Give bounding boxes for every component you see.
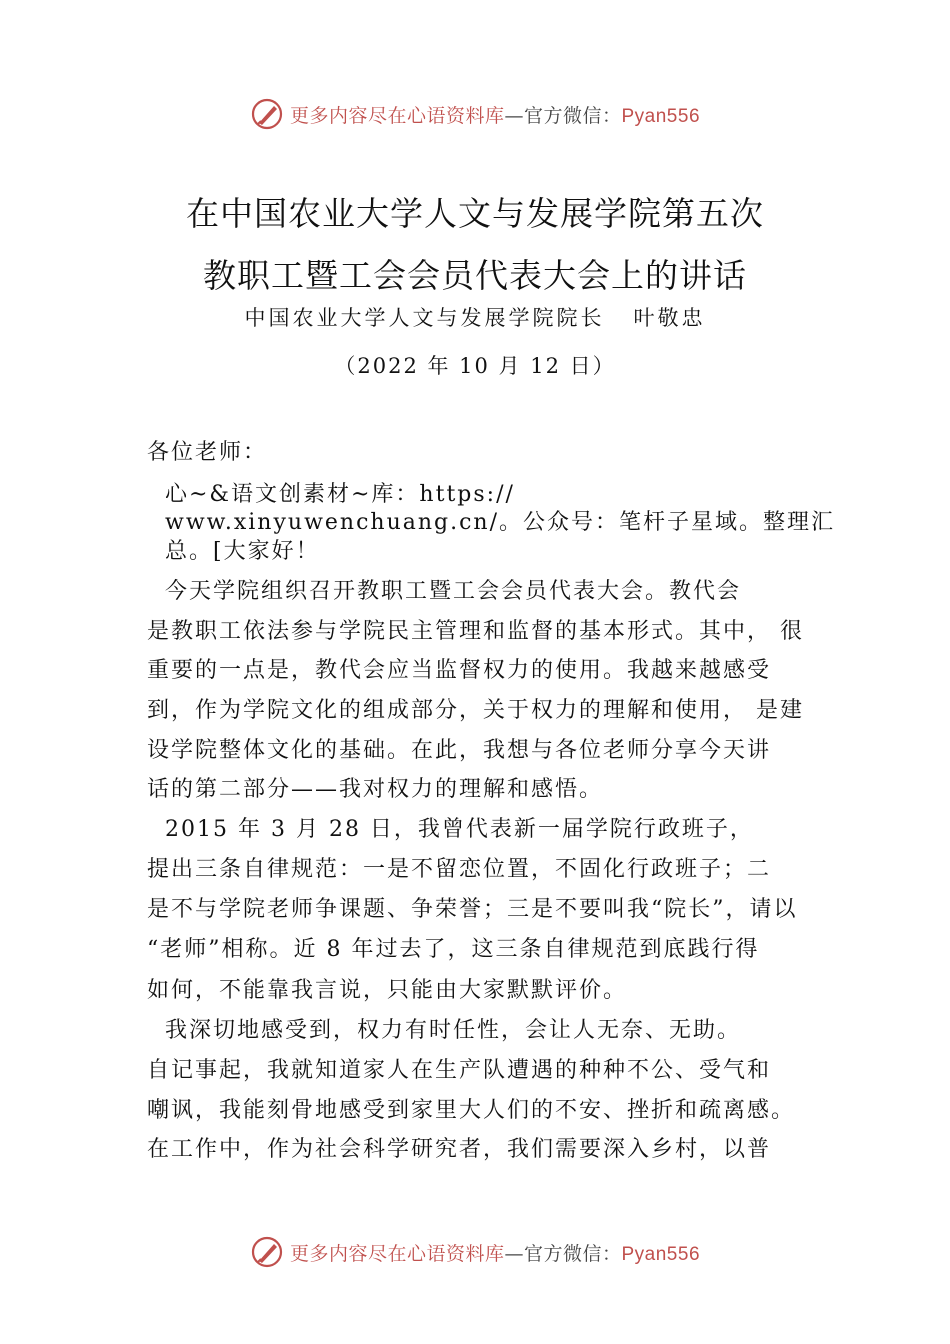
body-line: 2015 年 3 月 28 日，我曾代表新一届学院行政班子，: [147, 817, 754, 842]
banner-wechat-label: 官方微信：: [523, 1242, 622, 1265]
body-line: 总。[大家好！: [147, 539, 320, 564]
body-line: 今天学院组织召开教职工暨工会会员代表大会。教代会: [147, 579, 741, 604]
header-banner: [0, 94, 950, 134]
body-line: 嘲讽，我能刻骨地感受到家里大人们的不安、挫折和疏离感。: [147, 1098, 796, 1123]
body-line: 心~&语文创素材~库：https://: [147, 482, 515, 507]
body-line: “老师”相称。近 8 年过去了，这三条自律规范到底践行得: [147, 937, 760, 962]
banner-wechat-label: 官方微信：: [523, 104, 622, 127]
body-line: 提出三条自律规范：一是不留恋位置，不固化行政班子；二: [147, 857, 772, 882]
body-line: 话的第二部分——我对权力的理解和感悟。: [147, 777, 604, 802]
banner-wechat-id: Pyan556: [621, 105, 701, 127]
banner-library-text: 更多内容尽在心语资料库: [289, 104, 505, 127]
body-line: 重要的一点是，教代会应当监督权力的使用。我越来越感受: [147, 658, 772, 683]
body-line: 是不与学院老师争课题、争荣誉；三是不要叫我“院长”，请以: [147, 897, 798, 922]
quill-pen-icon: [250, 1235, 284, 1269]
body-line: 自记事起，我就知道家人在生产队遭遇的种种不公、受气和: [147, 1058, 772, 1083]
body-line: 如何，不能靠我言说，只能由大家默默评价。: [147, 978, 628, 1003]
banner-dash: —: [504, 104, 524, 127]
body-line: 到，作为学院文化的组成部分，关于权力的理解和使用， 是建: [147, 698, 804, 723]
body-line: www.xinyuwenchuang.cn/。公众号：笔杆子星域。整理汇: [147, 510, 836, 535]
footer-banner: [0, 1232, 950, 1272]
body-line: 设学院整体文化的基础。在此，我想与各位老师分享今天讲: [147, 738, 772, 763]
body-line: 是教职工依法参与学院民主管理和监督的基本形式。其中， 很: [147, 619, 804, 644]
body-line: 在工作中，作为社会科学研究者，我们需要深入乡村，以普: [147, 1137, 772, 1162]
banner-text: [290, 101, 700, 128]
document-title-line-2: 教职工暨工会会员代表大会上的讲话: [203, 256, 747, 295]
banner-text: [290, 1239, 700, 1266]
quill-pen-icon: [250, 97, 284, 131]
banner-wechat-id: Pyan556: [621, 1243, 701, 1265]
author-line: 中国农业大学人文与发展学院院长 叶敬忠: [244, 306, 706, 330]
date-line: （2022 年 10 月 12 日）: [334, 354, 616, 378]
banner-dash: —: [504, 1242, 524, 1265]
body-line: 各位老师：: [147, 440, 268, 465]
document-title-line-1: 在中国农业大学人文与发展学院第五次: [186, 194, 764, 233]
banner-library-text: 更多内容尽在心语资料库: [289, 1242, 505, 1265]
body-line: 我深切地感受到，权力有时任性，会让人无奈、无助。: [147, 1018, 741, 1043]
